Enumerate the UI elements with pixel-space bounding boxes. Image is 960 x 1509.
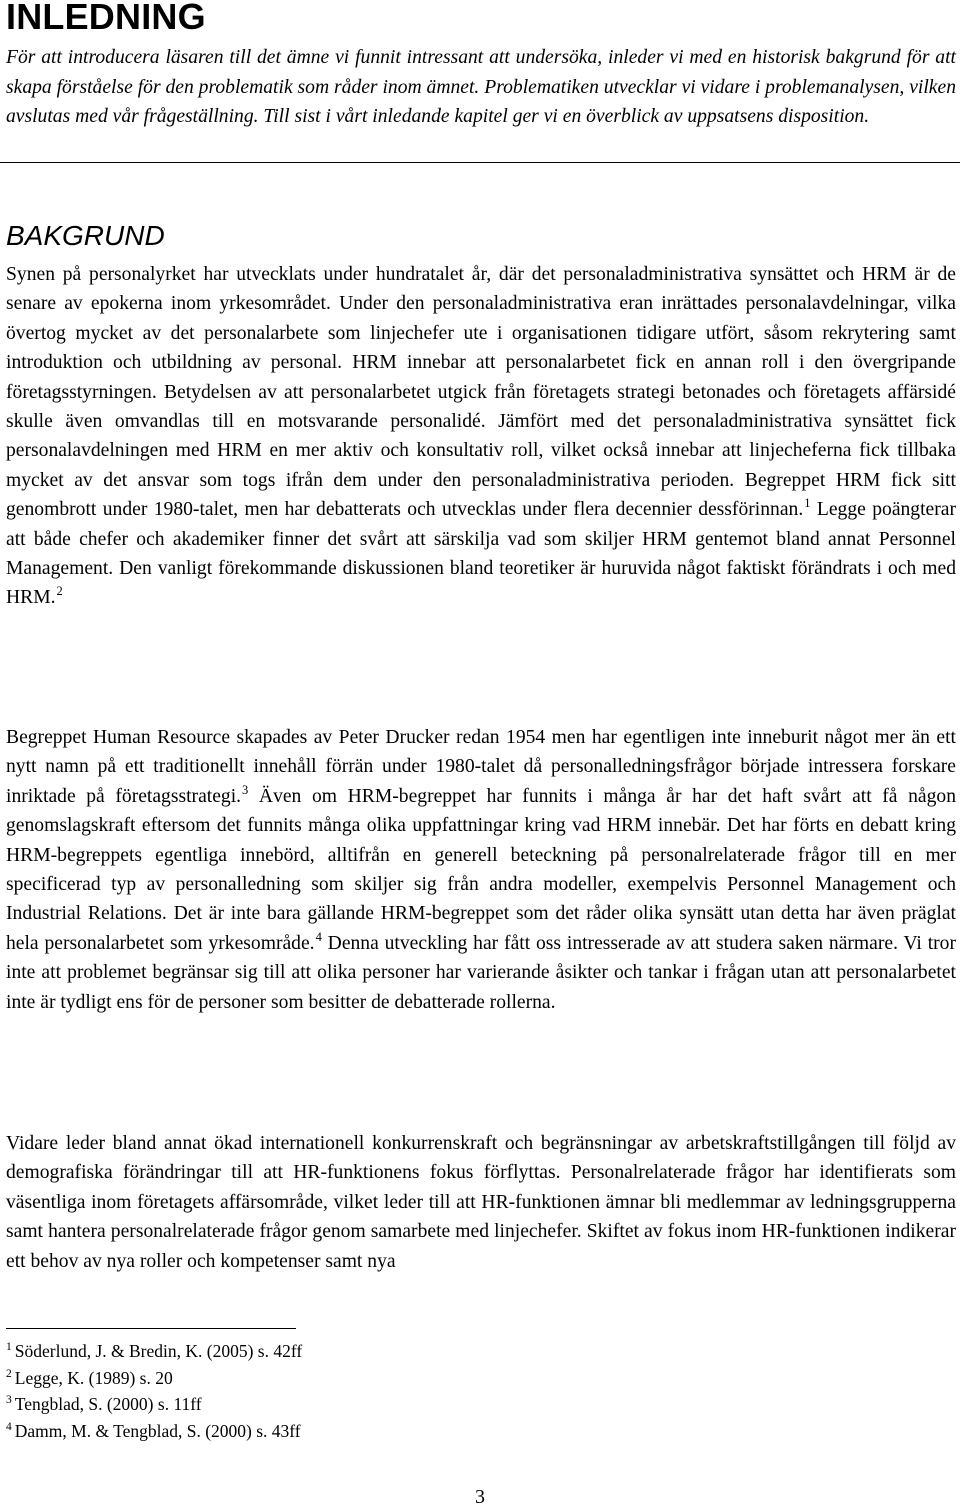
footnote-number: 4 xyxy=(6,1420,12,1433)
footnote-ref[interactable]: 2 xyxy=(56,584,63,599)
footnote-text: Damm, M. & Tengblad, S. (2000) s. 43ff xyxy=(14,1420,301,1441)
body-paragraph-2 xyxy=(6,723,956,1017)
footnote-number: 2 xyxy=(6,1367,12,1380)
footnote-divider xyxy=(6,1328,296,1329)
body-paragraph-3: Vidare leder bland annat ökad internationell konkurrenskraft och begränsningar av arbetskraftstillgången till följd av demografiska förändringar till att HR-funktionens fokus förflyttas. Personalrelaterade frågor har identifierats som väsentliga inom företagets affärsområde, vilket leder till att HR-funktionen ämnar bli medlemmar av ledningsgrupperna samt hantera personalrelaterade frågor genom samarbete med linjechefer. Skiftet av fokus inom HR-funktionen indikerar ett behov av nya roller och kompetenser samt nya xyxy=(6,1133,956,1272)
paragraph-text: Även om HRM-begreppet har funnits i många år har det haft svårt att få någon genomslagskraft eftersom det funnits många olika uppfattningar kring vad HRM innebär. Det har förts en debatt kring HRM-begreppets egentliga innebörd, alltifrån en generell beteckning på personalrelaterade frågor till en mer specificerad typ av personalledning som skiljer sig från andra modeller, exempelvis Personnel Management och Industrial Relations. Det är inte bara gällande HRM-begreppet som det råder olika synsätt utan detta har även präglat hela personalarbetet som yrkesområde. xyxy=(6,785,956,954)
footnote-ref[interactable]: 1 xyxy=(804,496,811,511)
intro-paragraph: För att introducera läsaren till det ämne vi funnit intressant att undersöka, inleder vi med en historisk bakgrund för att skapa förståelse för den problematik som råder inom ämnet. Problematiken utvecklar vi vidare i problemanalysen, vilken avslutas med vår frågeställning. Till sist i vårt inledande kapitel ger vi en överblick av uppsatsens disposition. xyxy=(6,47,956,127)
footnote-number: 1 xyxy=(6,1341,12,1353)
footnote-number: 3 xyxy=(6,1394,12,1406)
footnote xyxy=(6,1367,302,1394)
footnote xyxy=(6,1340,302,1367)
footnotes-list xyxy=(6,1340,302,1446)
page-number: 3 xyxy=(475,1486,485,1508)
footnote-text: Legge, K. (1989) s. 20 xyxy=(14,1367,173,1388)
paragraph-text: Denna utveckling har fått oss intresserade av att studera saken närmare. Vi tror inte att problemet begränsar sig till att olika personer har varierande åsikter och tankar i frågan utan att personalarbetet inte är tydligt ens för de personer som besitter de debatterade rollerna. xyxy=(6,932,956,1013)
footnote-ref[interactable]: 3 xyxy=(242,782,249,797)
footnote xyxy=(6,1420,302,1447)
footnote xyxy=(6,1393,302,1420)
chapter-title: INLEDNING xyxy=(6,0,206,37)
paragraph-text: Begreppet Human Resource skapades av Peter Drucker redan 1954 men har egentligen inte inneburit något mer än ett nytt namn på ett traditionellt innehåll förrän under 1980-talet då personalledningsfrågor började intressera forskare inriktade på företagsstrategi. xyxy=(6,727,956,807)
footnote-text: Söderlund, J. & Bredin, K. (2005) s. 42ff xyxy=(14,1341,303,1361)
footnote-ref[interactable]: 4 xyxy=(315,929,322,944)
paragraph-text: Synen på personalyrket har utvecklats under hundratalet år, där det personaladministrativa synsättet och HRM är de senare av epokerna inom yrkesområdet. Under den personaladministrativa eran inrättades personalavdelningar, vilka övertog mycket av det personalarbete som linjechefer ute i organisationen tidigare utfört, såsom rekrytering samt introduktion och utbildning av personal. HRM innebar att personalarbetet fick en annan roll i den övergripande företagsstyrningen. Betydelsen av att personalarbetet utgick från företagets strategi betonades och företagets affärsidé skulle även omvandlas till en motsvarande personalidé. Jämfört med det personaladministrativa synsättet fick personalavdelningen med HRM en mer aktiv och konsultativ roll, vilket också innebar att linjecheferna fick tillbaka mycket av det ansvar som togs ifrån dem under den personaladministrativa perioden. Begreppet HRM fick sitt genombrott under 1980-talet, men har debatterats och utvecklas under flera decennier dessförinnan. xyxy=(6,264,956,521)
footnote-text: Tengblad, S. (2000) s. 11ff xyxy=(14,1394,202,1414)
section-heading-bakgrund: BAKGRUND xyxy=(6,220,165,251)
intro-divider xyxy=(0,162,960,163)
body-paragraph-1 xyxy=(6,260,956,613)
paragraph-text: Legge poängterar att både chefer och akademiker finner det svårt att särskilja vad som skiljer HRM gentemot bland annat Personnel Management. Den vanligt förekommande diskussionen bland teoretiker är huruvida något faktiskt förändrats i och med HRM. xyxy=(6,499,956,609)
